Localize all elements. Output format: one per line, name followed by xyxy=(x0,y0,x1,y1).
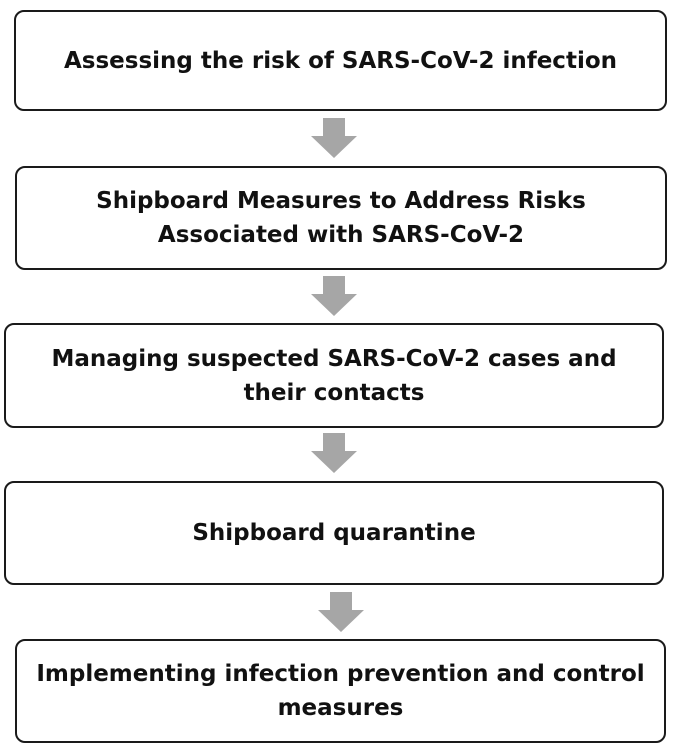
down-arrow-icon xyxy=(311,118,357,158)
step-label: Shipboard Measures to Address Risks Associated with SARS-CoV-2 xyxy=(96,188,586,248)
down-arrow-icon xyxy=(311,276,357,316)
down-arrow-icon xyxy=(311,433,357,473)
step-shipboard-measures-box xyxy=(15,166,667,270)
step-quarantine-box xyxy=(4,481,664,585)
step-label: Assessing the risk of SARS-CoV-2 infection xyxy=(64,47,617,74)
down-arrow-icon xyxy=(318,592,364,632)
step-label: Managing suspected SARS-CoV-2 cases and their contacts xyxy=(51,345,617,406)
step-label: Shipboard quarantine xyxy=(192,520,476,546)
step-assessing-risk-box xyxy=(14,10,667,111)
step-managing-cases-box xyxy=(4,323,664,428)
step-label: Implementing infection prevention and control measures xyxy=(36,661,645,721)
step-infection-prevention-box xyxy=(15,639,666,743)
